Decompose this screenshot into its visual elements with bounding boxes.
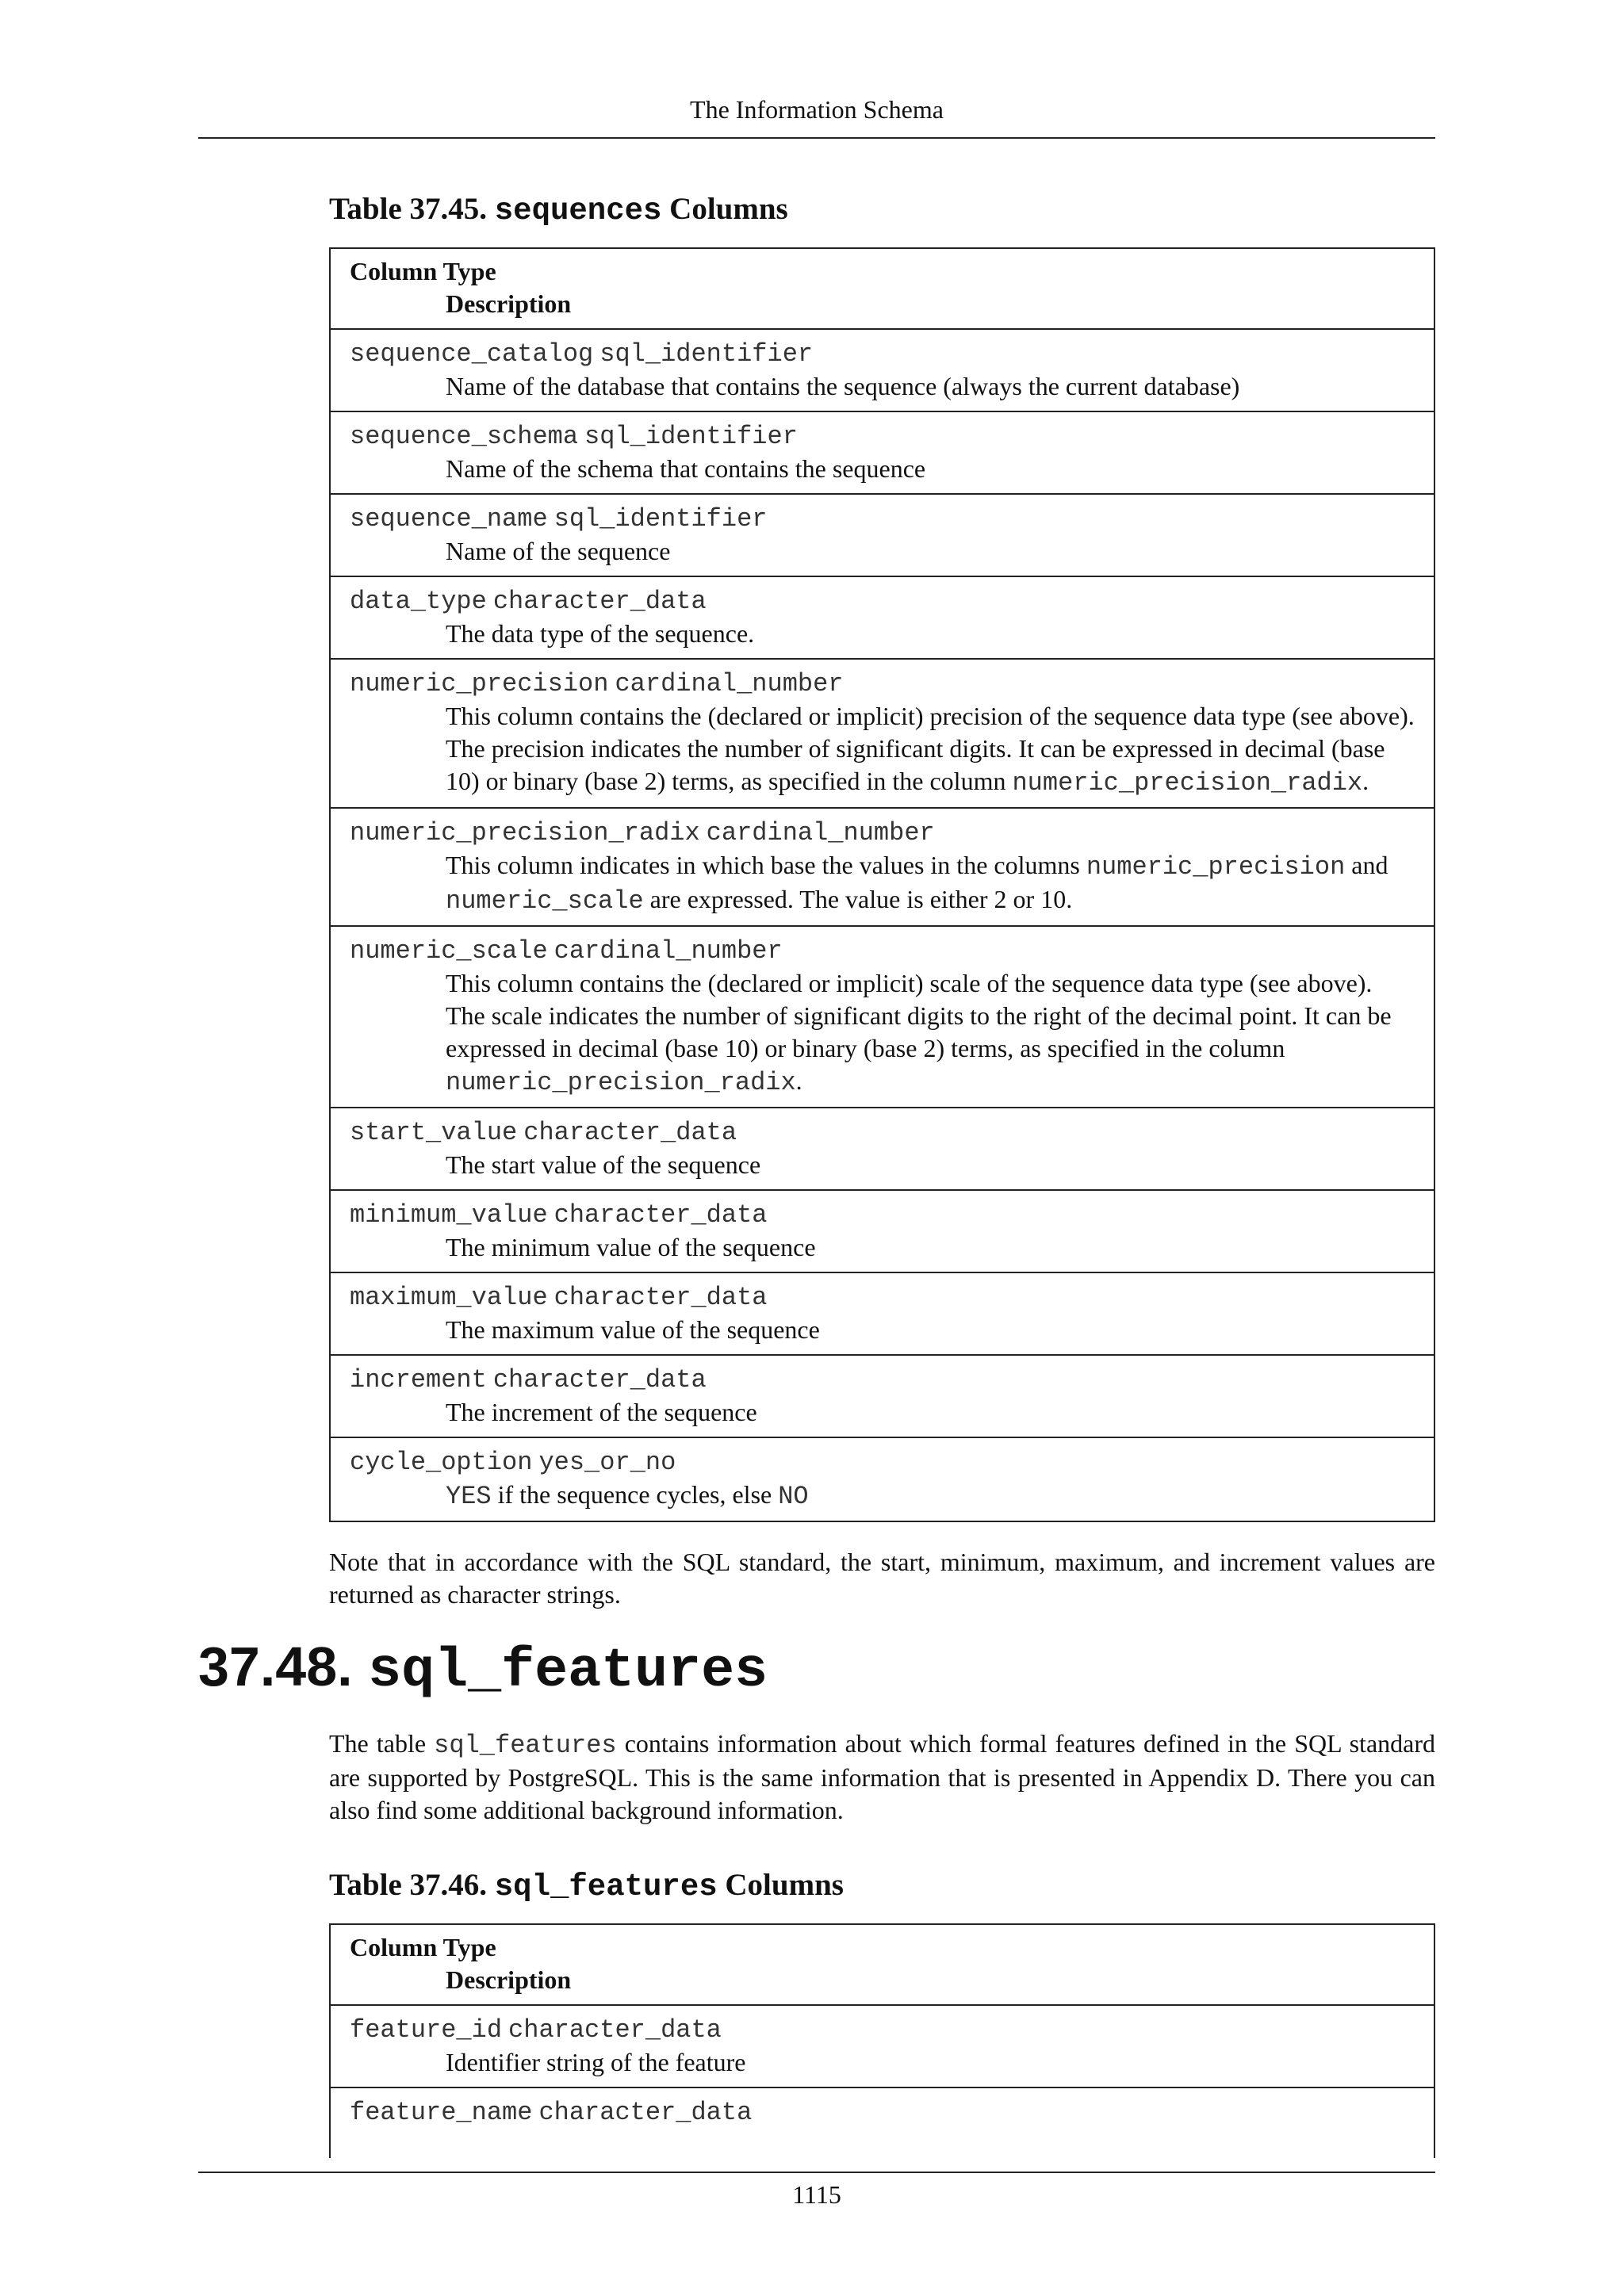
- table-row: [330, 2087, 1434, 2158]
- column-type: yes_or_no: [538, 1448, 676, 1477]
- section-heading: [198, 1633, 1435, 1705]
- column-description: The maximum value of the sequence: [446, 1315, 820, 1344]
- description-heading: Description: [446, 1965, 572, 1994]
- intro-paragraph: The table sql_features contains information about which formal features defined in the SQL standard are supported by PostgreSQL. This is the same information that is presented in Appendix D. There you can also find some additional background information.: [329, 1729, 1436, 1824]
- header-rule: [198, 137, 1435, 139]
- column-type: character_data: [508, 2015, 722, 2045]
- page-number: 1115: [792, 2180, 841, 2209]
- column-description: Name of the schema that contains the sequence: [446, 454, 926, 483]
- table-row: [330, 1355, 1434, 1437]
- table-row: [330, 1437, 1434, 1521]
- sql-features-columns-table: [329, 1923, 1435, 2158]
- description-heading: Description: [446, 289, 572, 318]
- table-row: [330, 1190, 1434, 1272]
- column-description: Name of the sequence: [446, 537, 671, 565]
- column-type: character_data: [523, 1118, 737, 1147]
- table-row: [330, 1108, 1434, 1190]
- column-description: Name of the database that contains the sequence (always the current database): [446, 372, 1240, 400]
- column-description: The minimum value of the sequence: [446, 1233, 816, 1261]
- column-name: start_value: [350, 1118, 518, 1147]
- column-type: sql_identifier: [553, 504, 768, 534]
- inline-code: numeric_precision_radix: [1012, 768, 1363, 798]
- caption-suffix: Columns: [725, 1868, 844, 1902]
- table-row: [330, 329, 1434, 411]
- column-type: sql_identifier: [584, 422, 798, 451]
- table-row: [330, 1272, 1434, 1355]
- table-row: [330, 576, 1434, 659]
- column-type: character_data: [553, 1200, 768, 1230]
- column-name: feature_name: [350, 2098, 533, 2127]
- column-description: This column contains the (declared or implicit) precision of the sequence data type (see above). The precision indicates the number of significant digits. It can be expressed in decimal (base 10) or binary (base 2) terms, as specified in the column numeric_precision_radix.: [446, 702, 1415, 798]
- caption-suffix: Columns: [669, 192, 788, 226]
- column-description: The increment of the sequence: [446, 1398, 757, 1426]
- column-type-heading: Column Type: [350, 257, 496, 285]
- column-type: cardinal_number: [615, 669, 844, 698]
- column-name: sequence_name: [350, 504, 548, 534]
- column-type: sql_identifier: [599, 339, 814, 369]
- column-name: cycle_option: [350, 1448, 533, 1477]
- sequences-columns-table: [329, 247, 1435, 1522]
- caption-prefix: Table 37.46.: [329, 1868, 488, 1902]
- inline-code: numeric_precision: [1086, 852, 1346, 882]
- sql-features-table-clip: [329, 1923, 1435, 2158]
- running-header: The Information Schema: [690, 95, 944, 124]
- table-row: [330, 659, 1434, 808]
- table-row: [330, 808, 1434, 926]
- column-name: sequence_catalog: [350, 339, 594, 369]
- caption-prefix: Table 37.45.: [329, 192, 488, 226]
- section-number: 37.48.: [198, 1636, 353, 1697]
- table-row: [330, 494, 1434, 576]
- note-paragraph: Note that in accordance with the SQL standard, the start, minimum, maximum, and increment values are returned as character strings.: [329, 1548, 1435, 1609]
- column-name: numeric_scale: [350, 936, 548, 966]
- inline-code: numeric_precision_radix: [446, 1068, 796, 1097]
- column-type: character_data: [492, 587, 707, 616]
- column-type: cardinal_number: [553, 936, 783, 966]
- table-caption-sql-features: [329, 1866, 1435, 1906]
- column-type: character_data: [553, 1283, 768, 1312]
- column-description: Identifier string of the feature: [446, 2048, 746, 2076]
- caption-code: sql_features: [494, 1869, 718, 1904]
- column-name: increment: [350, 1365, 487, 1395]
- table-caption-sequences: [329, 190, 1435, 230]
- column-description: The start value of the sequence: [446, 1150, 761, 1179]
- inline-code: sql_features: [434, 1731, 617, 1760]
- table-row: [330, 411, 1434, 494]
- column-name: minimum_value: [350, 1200, 548, 1230]
- column-name: numeric_precision_radix: [350, 818, 700, 848]
- column-name: maximum_value: [350, 1283, 548, 1312]
- column-description: YES if the sequence cycles, else NO: [446, 1480, 809, 1511]
- column-type-heading: Column Type: [350, 1933, 496, 1961]
- table-row: [330, 926, 1434, 1108]
- column-name: numeric_precision: [350, 669, 609, 698]
- footer-rule: [198, 2172, 1435, 2173]
- column-type: cardinal_number: [706, 818, 935, 848]
- column-name: feature_id: [350, 2015, 503, 2045]
- caption-code: sequences: [494, 193, 662, 228]
- column-name: data_type: [350, 587, 487, 616]
- column-description: This column indicates in which base the values in the columns numeric_precision and numeric_scale are expressed. The value is either 2 or 10.: [446, 851, 1388, 916]
- column-description: The data type of the sequence.: [446, 619, 755, 648]
- column-name: sequence_schema: [350, 422, 579, 451]
- column-description: This column contains the (declared or implicit) scale of the sequence data type (see above). The scale indicates the number of significant digits to the right of the decimal point. It can be expressed in decimal (base 10) or binary (base 2) terms, as specified in the column numeric_precision_radix.: [446, 969, 1392, 1097]
- page-content: [198, 190, 1436, 2158]
- column-type: character_data: [492, 1365, 707, 1395]
- table-row: [330, 2005, 1434, 2087]
- column-type: character_data: [538, 2098, 753, 2127]
- table-header-row: [330, 248, 1434, 329]
- inline-code: YES: [446, 1482, 492, 1511]
- section-code: sql_features: [368, 1640, 768, 1703]
- inline-code: numeric_scale: [446, 886, 644, 916]
- table-header-row: [330, 1924, 1434, 2005]
- inline-code: NO: [778, 1482, 809, 1511]
